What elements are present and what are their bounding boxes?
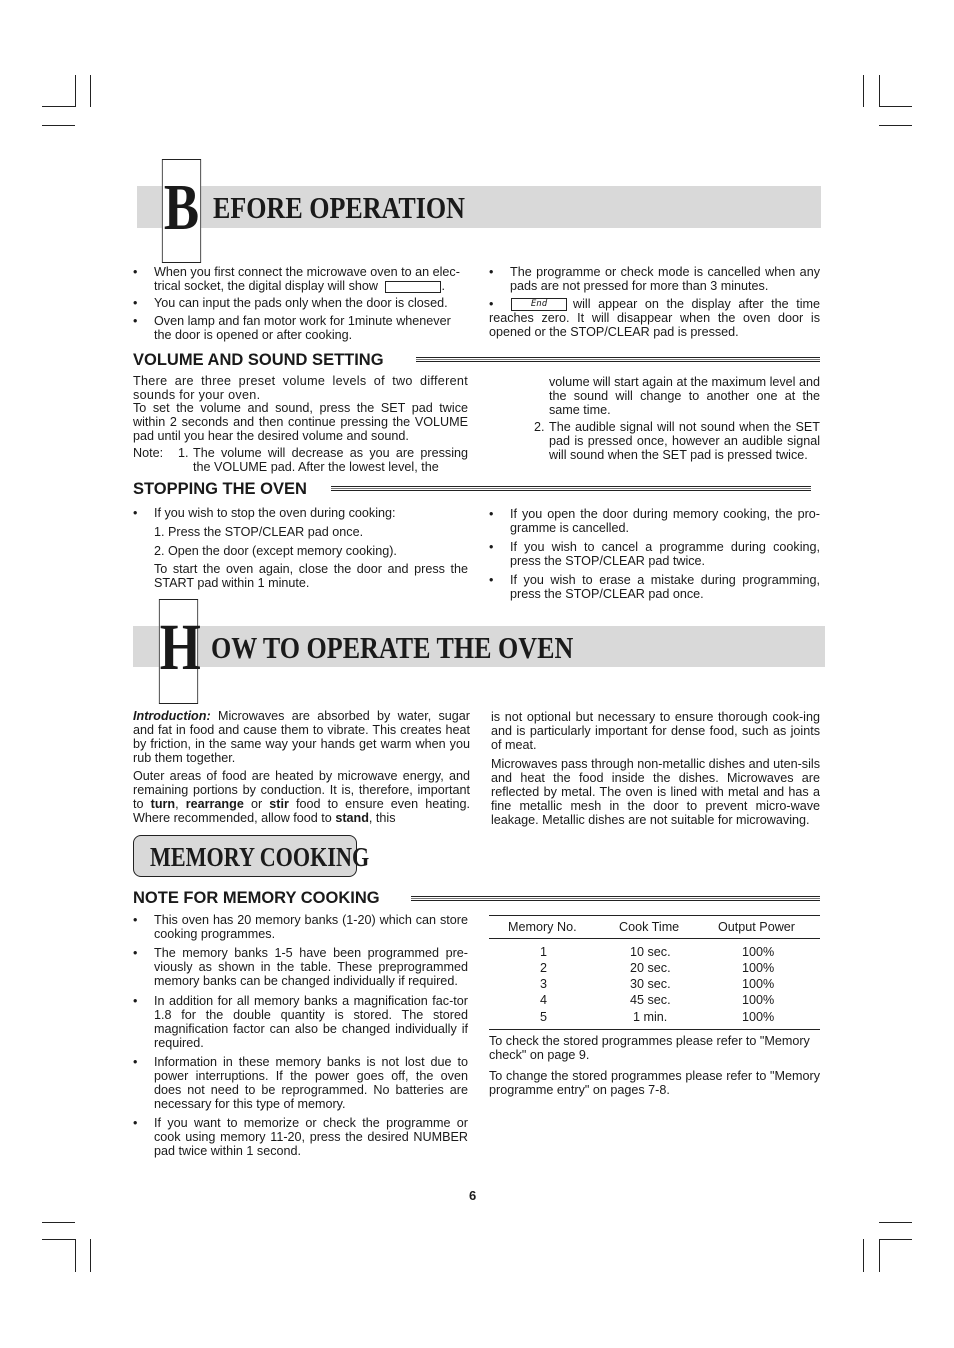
stop-restart-text: To start the oven again, close the door and press the START pad within 1 minute. <box>154 562 468 590</box>
display-end-icon: End <box>511 298 567 311</box>
section-title-how-to-operate: OW TO OPERATE THE OVEN <box>211 630 574 665</box>
microwaves-paragraph: Microwaves pass through non-metallic dishes and uten-sils and heat the food inside the dishes. Microwaves are reflected by metal. The oven is lined with metal and has a fine metallic mesh in the door to prevent micro-wave leakage. Metallic dishes are not suitable for microwaving. <box>491 757 820 827</box>
section-title-before-operation: EFORE OPERATION <box>213 190 465 225</box>
volume-note-1-continued: volume will start again at the maximum level and the sound will change to another one at the same time. <box>549 375 820 417</box>
heading-stopping-oven: STOPPING THE OVEN <box>133 480 307 498</box>
memory-cooking-box <box>133 835 370 877</box>
stop-step-1: 1. Press the STOP/CLEAR pad once. <box>154 525 364 539</box>
volume-paragraph-2: To set the volume and sound, press the SET pad twice within 2 seconds and then continue pressing the VOLUME pad until you hear the desired volume and sound. <box>133 401 468 443</box>
intro-paragraph: Introduction: Microwaves are absorbed by water, sugar and fat in food and cause them to vibrate. This creates heat by friction, in the same way your hands get warm when you rub them together. <box>133 709 470 765</box>
volume-note-2-number: 2. <box>534 420 545 434</box>
volume-paragraph-1: There are three preset volume levels of two different sounds for your oven. <box>133 374 468 402</box>
memory-cooking-title: MEMORY COOKING <box>150 842 370 872</box>
heading-note-memory: NOTE FOR MEMORY COOKING <box>133 889 380 907</box>
memory-change-note: To change the stored programmes please refer to "Memory programme entry" on pages 7-8. <box>489 1069 820 1097</box>
standing-time-paragraph: is not optional but necessary to ensure thorough cook-ing and is particularly important for dense food, such as joints of meat. <box>491 710 820 752</box>
stop-step-2: 2. Open the door (except memory cooking). <box>154 544 397 558</box>
heading-rule <box>331 486 811 491</box>
drop-cap-h: H <box>159 599 198 704</box>
display-blank-icon <box>385 281 441 293</box>
volume-note-1-number: 1. <box>178 446 189 460</box>
drop-cap-b: B <box>162 159 201 263</box>
memory-check-note: To check the stored programmes please refer to "Memory check" on page 9. <box>489 1034 810 1062</box>
heading-volume-sound: VOLUME AND SOUND SETTING <box>133 351 384 369</box>
page-number: 6 <box>469 1188 477 1203</box>
heading-rule <box>416 357 820 362</box>
volume-note-2: The audible signal will not sound when the SET pad is pressed once, however an audible signal will sound when the SET pad is pressed twice. <box>549 420 820 462</box>
volume-note-label: Note: <box>133 446 164 460</box>
volume-note-1: The volume will decrease as you are pressing the VOLUME pad. After the lowest level, the <box>193 446 468 474</box>
heading-rule <box>411 896 820 901</box>
outer-areas-paragraph: Outer areas of food are heated by microwave energy, and remaining portions by conduction. It is, therefore, important to turn, rearrange or stir food to ensure even heating. Where recommended, allow food to stand, this <box>133 769 471 825</box>
